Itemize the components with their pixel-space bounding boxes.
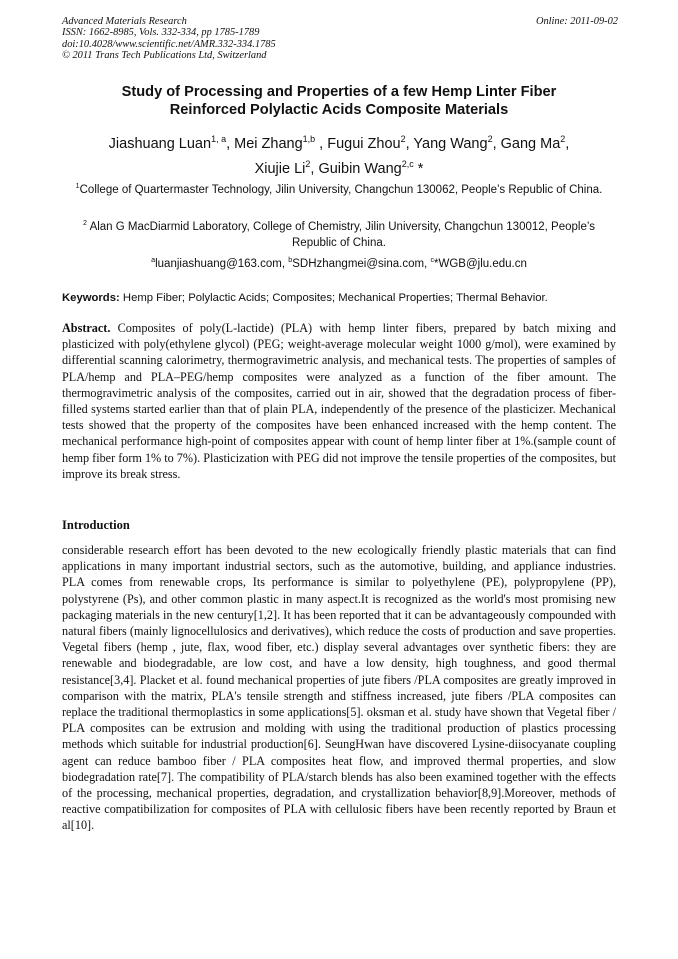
author: Yang Wang$^2$, xyxy=(413,134,501,152)
paper-title xyxy=(40,84,638,119)
email-c[interactable]: *WGB@jlu.edu.cn xyxy=(434,258,527,270)
author: Xiujie Li$^2$, xyxy=(254,159,319,177)
title-line-2: Reinforced Polylactic Acids Composite Materials xyxy=(169,101,509,118)
author: Fugui Zhou$^2$, xyxy=(327,134,414,152)
author-list xyxy=(40,132,638,182)
issn-line: ISSN: 1662-8985, Vols. 332-334, pp 1785-1789 xyxy=(62,27,260,39)
affiliation-1: $^1$College of Quartermaster Technology, Jilin University, Changchun 130062, People’s Republic of China. xyxy=(75,182,603,196)
email-b[interactable]: SDHzhangmei@sina.com, xyxy=(292,258,431,270)
keywords-label: Keywords: xyxy=(62,292,120,304)
online-date: Online: 2011-09-02 xyxy=(535,16,618,27)
author-emails: $^a$luanjiashuang@163.com, $^b$SDHzhangmei@sina.com, $^c$*WGB@jlu.edu.cn xyxy=(151,256,527,270)
introduction-heading: Introduction xyxy=(62,518,130,532)
introduction-text: considerable research effort has been devoted to the new ecologically friendly plastic materials that can find applications in many important industrial sectors, such as the automotive, building, and appliance industries. PLA comes from renewable crops, Its performance is similar to polyethylene (PE), polypropylene (PP), polystyrene (Ps), and other common plastic in many aspect.It is recognized as the world's most promising new packaging materials in the new century[1,2]. It has been reported that it can be advantageously compounded with natural fibers (mainly lignocellulosics and derivatives), which reduce the costs of production and save properties. Vegetal fibers (hemp , jute, flax, wood fiber, etc.) display several advantages over synthetic fibers: they are renewable and biodegradable, are low cost, and have a low density, high toughness, and good thermal resistance[3,4]. Placket et al. found mechanical properties of jute fibers /PLA composites are greatly improved in comparison with the matrix, PLA's tensile strength and stiffness increased, jute fibers /PLA composites can replace the traditional thermoplastics in some applications[5]. oksman et al. study have shown that Vegetal fiber / PLA composites can be extrusion and molding with using the traditional production of plastics processing methods which suitable for industrial production[6]. SeungHwan have discovered Lysine-diisocyanate coupling agent can reduce bamboo fiber / PLA composites heat flow, and improved thermal properties, and slow biodegradation rate[7]. The compatibility of PLA/starch blends has also been examined together with the effects of the processing, mechanical properties, degradation, and crystallization behavior[8,9].Moreover, methods of reactive compatibilization for composites of PLA with cellulosic fibers have been recently reported by Braun et al[10]. xyxy=(62,543,616,833)
author: Gang Ma$^2$, xyxy=(500,134,570,152)
author: Jiashuang Luan$^{1, a}$, xyxy=(108,134,235,152)
abstract-label: Abstract. xyxy=(62,321,111,335)
title-line-1: Study of Processing and Properties of a few Hemp Linter Fiber xyxy=(121,84,557,100)
affiliation-2: $^2$ Alan G MacDiarmid Laboratory, College of Chemistry, Jilin University, Changchun 130012, People’s Republic of China. xyxy=(83,219,595,249)
keywords xyxy=(62,291,618,305)
doi-line: doi:10.4028/www.scientific.net/AMR.332-334.1785 xyxy=(62,38,276,50)
abstract xyxy=(62,320,616,482)
email-a[interactable]: luanjiashuang@163.com, xyxy=(155,258,289,270)
journal-name: Advanced Materials Research xyxy=(62,16,187,27)
author: Mei Zhang$^{1,b}$ , xyxy=(234,134,328,152)
copyright-line: © 2011 Trans Tech Publications Ltd, Switzerland xyxy=(62,50,267,62)
abstract-text: Composites of poly(L-lactide) (PLA) with hemp linter fibers, prepared by batch mixing and plasticized with poly(ethylene glycol) (PEG; weight-average molecular weight 1000 g/mol), were examined by differential scanning calorimetry, thermogravimetric analysis, and mechanical tests. The properties of samples of PLA/hemp and PLA–PEG/hemp composites were analyzed as a function of the fiber amount. The thermogravimetric analysis of the composites, carried out in air, showed that the degradation process of fiber-filled systems started earlier than that of plain PLA, independently of the presence of the plasticizer. Mechanical tests showed that the property of the composites have been enhanced increased with the hemp content. The mechanical performance high-point of composites appear with count of hemp linter fiber at 1%.(sample count of hemp fiber form 1% to 7%). Plasticization with PEG did not improve the tensile properties of the composites, but improve its break stress. xyxy=(62,321,617,481)
keywords-text: Hemp Fiber; Polylactic Acids; Composites; Mechanical Properties; Thermal Behavior. xyxy=(122,292,548,304)
author: Guibin Wang$^{2,c}$ * xyxy=(318,159,424,177)
journal-header xyxy=(62,16,618,62)
